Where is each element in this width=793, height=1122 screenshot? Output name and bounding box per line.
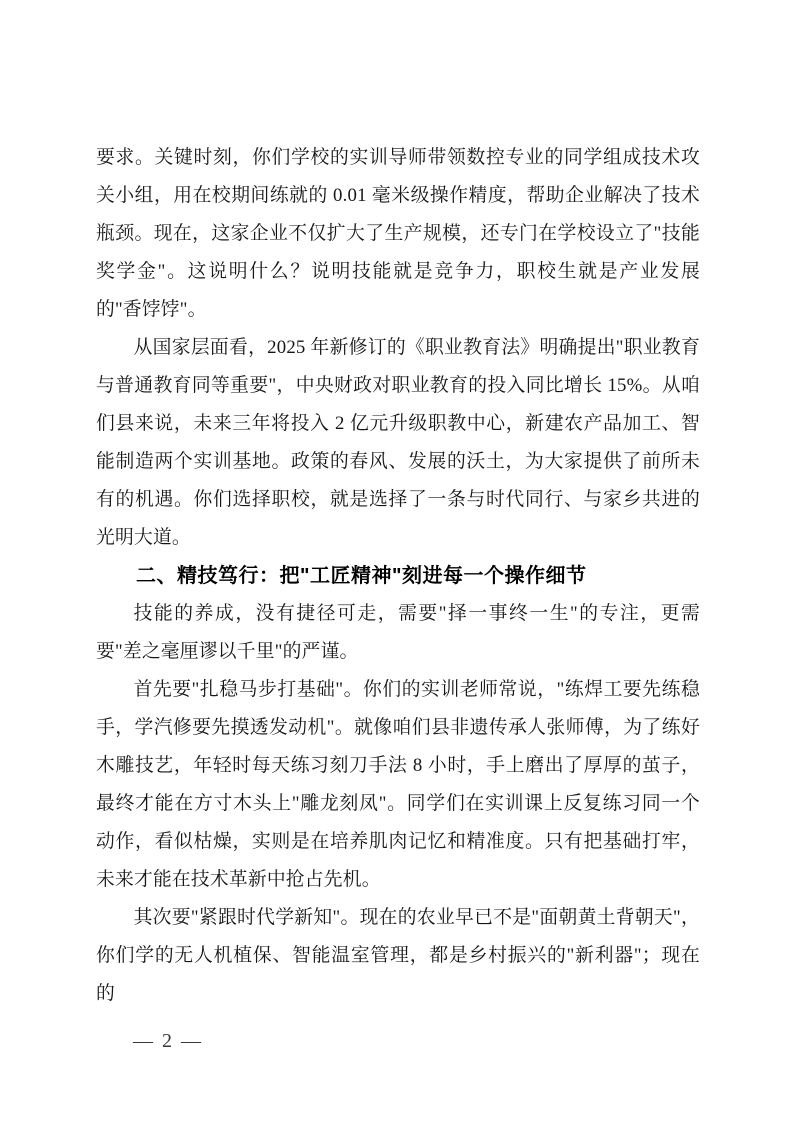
paragraph: 其次要"紧跟时代学新知"。现在的农业早已不是"面朝黄土背朝天"，你们学的无人机植保、智能温室管理，都是乡村振兴的"新利器"；现在的 bbox=[96, 907, 700, 1004]
paragraph: 技能的养成，没有捷径可走，需要"择一事终一生"的专注，更需要"差之毫厘谬以千里"的严谨。 bbox=[96, 603, 700, 662]
paragraph: 要求。关键时刻，你们学校的实训导师带领数控专业的同学组成技术攻关小组，用在校期间练就的 0.01 毫米级操作精度，帮助企业解决了技术瓶颈。现在，这家企业不仅扩大了生产规模，还专门在学校设立了"技能奖学金"。这说明什么？说明技能就是竞争力，职校生就是产业发展的"香饽饽"。 bbox=[96, 147, 700, 320]
page-number: — 2 — bbox=[133, 1030, 203, 1052]
document-body bbox=[96, 139, 700, 1013]
paragraph: 从国家层面看，2025 年新修订的《职业教育法》明确提出"职业教育与普通教育同等重要"，中央财政对职业教育的投入同比增长 15%。从咱们县来说，未来三年将投入 2 亿元升级职教中心，新建农产品加工、智能制造两个实训基地。政策的春风、发展的沃土，为大家提供了前所未有的机遇。你们选择职校，就是选择了一条与时代同行、与家乡共进的光明大道。 bbox=[96, 337, 700, 548]
paragraph: 首先要"扎稳马步打基础"。你们的实训老师常说，"练焊工要先练稳手，学汽修要先摸透发动机"。就像咱们县非遗传承人张师傅，为了练好木雕技艺，年轻时每天练习刻刀手法 8 小时，手上磨出了厚厚的茧子，最终才能在方寸木头上"雕龙刻凤"。同学们在实训课上反复练习同一个动作，看似枯燥，实则是在培养肌肉记忆和精准度。只有把基础打牢，未来才能在技术革新中抢占先机。 bbox=[96, 679, 700, 890]
section-heading: 二、精技笃行：把"工匠精神"刻进每一个操作细节 bbox=[136, 565, 587, 587]
